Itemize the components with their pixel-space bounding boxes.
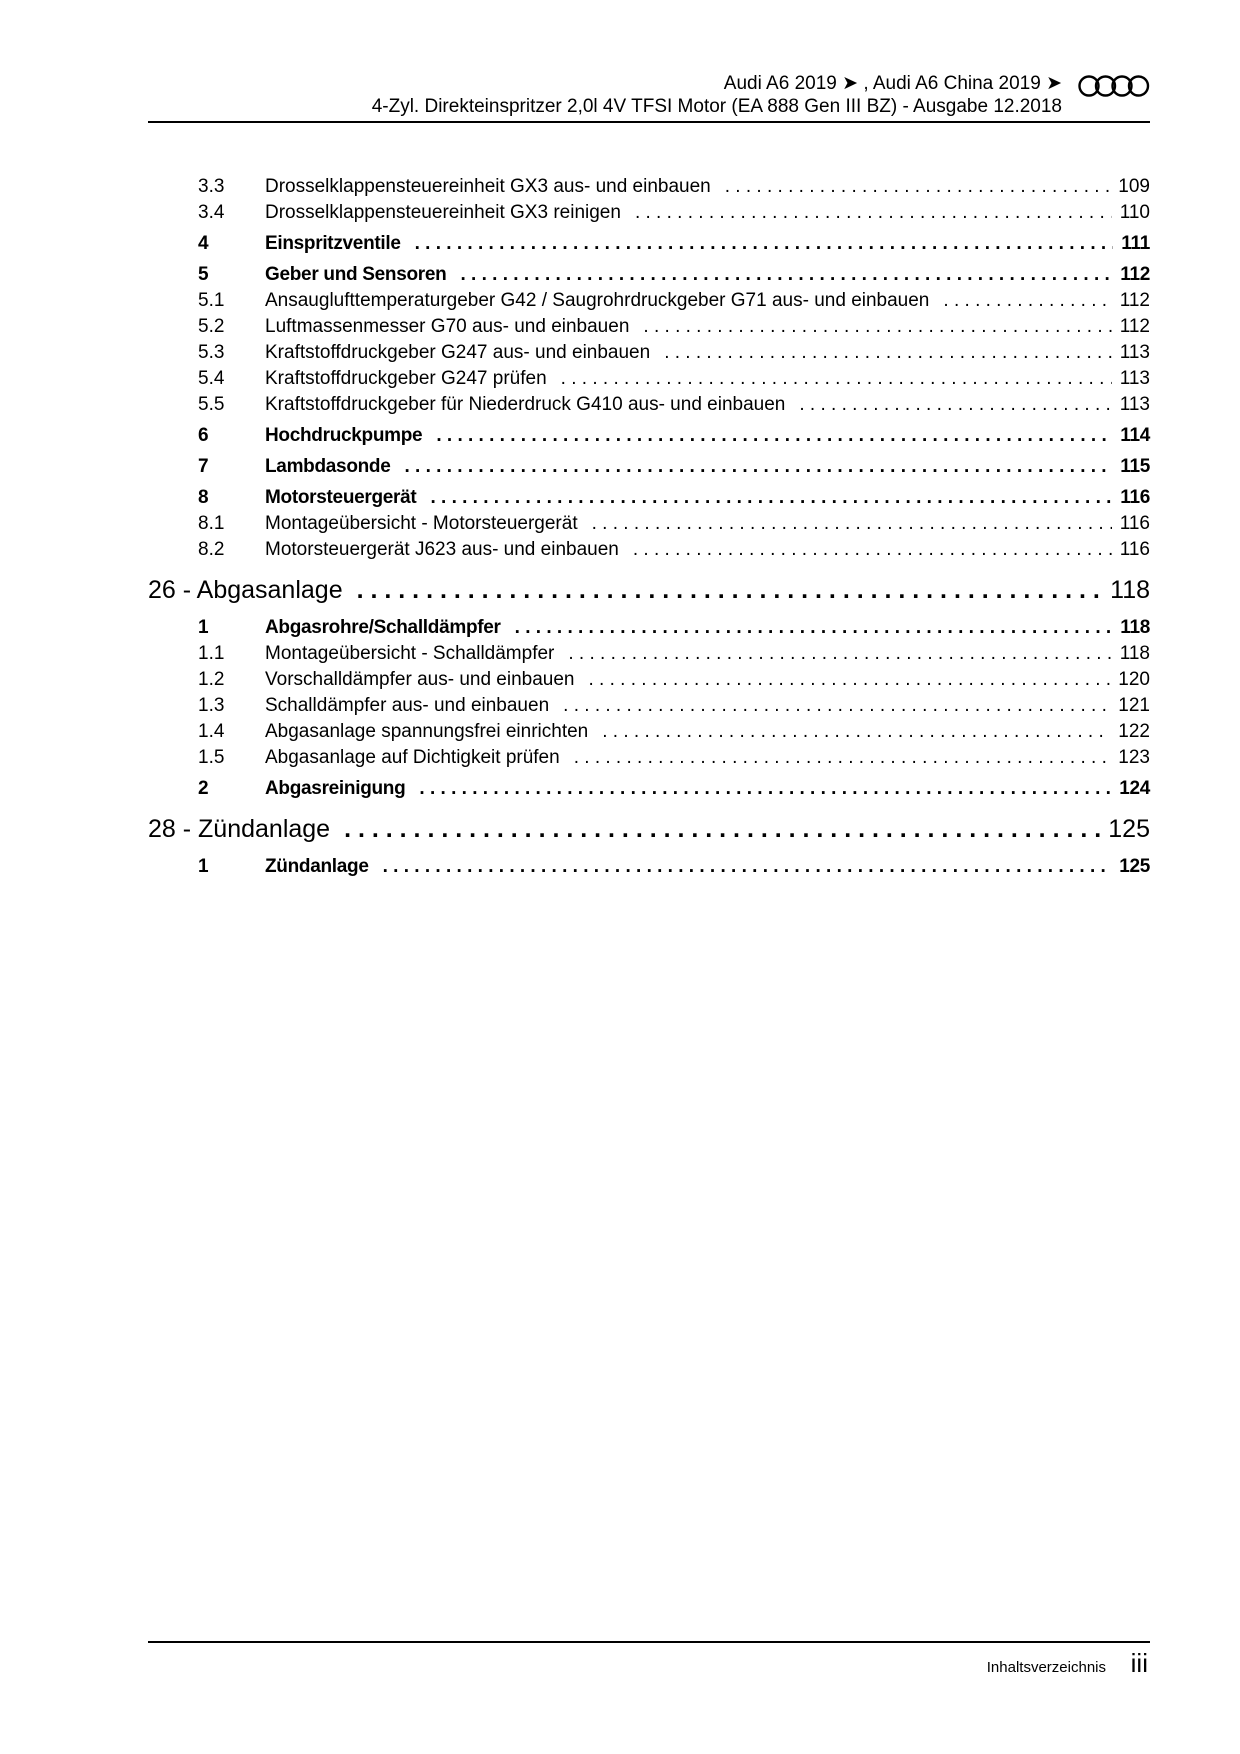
toc-entry-title: Montageübersicht - Motorsteuergerät xyxy=(265,513,578,534)
toc-dot-leader xyxy=(635,202,1112,224)
toc-entry-number: 8.2 xyxy=(198,539,225,560)
toc-entry-number: 6 xyxy=(198,425,209,446)
toc-entry-page: 124 xyxy=(1119,778,1150,799)
toc-entry-page: 116 xyxy=(1119,539,1150,560)
toc-chapter[interactable] xyxy=(148,815,1150,849)
toc-entry-page: 112 xyxy=(1119,316,1150,337)
toc-entry-page: 116 xyxy=(1119,513,1150,534)
toc-entry-number: 1.1 xyxy=(198,643,225,664)
toc-entry-title: Kraftstoffdruckgeber für Niederdruck G410 aus- und einbauen xyxy=(265,394,786,415)
toc-entry-title: Abgasreinigung xyxy=(265,778,406,799)
toc-entry-title: Abgasanlage spannungsfrei einrichten xyxy=(265,721,589,742)
toc-section[interactable] xyxy=(198,487,1150,513)
toc-dot-leader xyxy=(436,425,1112,447)
toc-entry-page: 116 xyxy=(1120,487,1150,508)
toc-section[interactable] xyxy=(198,456,1150,482)
toc-entry-page: 111 xyxy=(1121,233,1150,254)
toc-chapter-page: 118 xyxy=(1110,576,1150,604)
toc-entry-number: 5 xyxy=(198,264,209,285)
toc-entry-title: Zündanlage xyxy=(265,856,369,877)
toc-entry[interactable] xyxy=(198,316,1150,342)
toc-entry-number: 1.5 xyxy=(198,747,225,768)
footer-divider xyxy=(148,1641,1150,1643)
toc-dot-leader xyxy=(725,176,1111,198)
toc-entry-title: Drosselklappensteuereinheit GX3 aus- und einbauen xyxy=(265,176,711,197)
toc-entry-title: Schalldämpfer aus- und einbauen xyxy=(265,695,550,716)
toc-entry-number: 4 xyxy=(198,233,209,254)
toc-entry[interactable] xyxy=(198,539,1150,565)
toc-entry-number: 3.4 xyxy=(198,202,225,223)
toc-dot-leader xyxy=(799,394,1111,416)
toc-entry[interactable] xyxy=(198,176,1150,202)
toc-entry-title: Drosselklappensteuereinheit GX3 reinigen xyxy=(265,202,621,223)
toc-dot-leader xyxy=(664,342,1112,364)
toc-entry[interactable] xyxy=(198,669,1150,695)
toc-entry-page: 125 xyxy=(1119,856,1150,877)
toc-entry-number: 7 xyxy=(198,456,209,477)
toc-entry[interactable] xyxy=(198,721,1150,747)
toc-section[interactable] xyxy=(198,233,1150,259)
toc-entry-number: 8.1 xyxy=(198,513,225,534)
toc-entry-title: Abgasrohre/Schalldämpfer xyxy=(265,617,501,638)
toc-entry-number: 5.4 xyxy=(198,368,225,389)
footer-page-number: iii xyxy=(1130,1648,1148,1678)
toc-entry-title: Geber und Sensoren xyxy=(265,264,447,285)
toc-entry-number: 2 xyxy=(198,778,209,799)
toc-dot-leader xyxy=(943,290,1111,312)
toc-entry-title: Montageübersicht - Schalldämpfer xyxy=(265,643,555,664)
toc-entry-number: 5.3 xyxy=(198,342,225,363)
toc-entry-page: 113 xyxy=(1119,368,1150,389)
toc-entry-page: 121 xyxy=(1118,695,1150,716)
toc-dot-leader xyxy=(460,264,1112,286)
audi-rings-logo xyxy=(1078,74,1150,98)
toc-entry-number: 3.3 xyxy=(198,176,225,197)
toc-entry-title: Abgasanlage auf Dichtigkeit prüfen xyxy=(265,747,560,768)
toc-entry-number: 5.1 xyxy=(198,290,225,311)
toc-entry-page: 114 xyxy=(1120,425,1150,446)
toc-entry-number: 1 xyxy=(198,617,209,638)
toc-chapter-title: 26 - Abgasanlage xyxy=(148,576,343,604)
toc-section[interactable] xyxy=(198,856,1150,882)
toc-dot-leader xyxy=(633,539,1112,561)
toc-dot-leader xyxy=(561,368,1112,390)
toc-entry[interactable] xyxy=(198,695,1150,721)
toc-dot-leader xyxy=(383,856,1112,878)
toc-dot-leader xyxy=(419,778,1111,800)
toc-entry-page: 113 xyxy=(1119,394,1150,415)
header-vehicle-line: Audi A6 2019 ➤ , Audi A6 China 2019 ➤ xyxy=(723,73,1062,94)
toc-entry-page: 115 xyxy=(1120,456,1150,477)
toc-entry[interactable] xyxy=(198,368,1150,394)
toc-entry-title: Hochdruckpumpe xyxy=(265,425,423,446)
toc-dot-leader xyxy=(430,487,1112,509)
toc-entry-page: 118 xyxy=(1120,617,1150,638)
toc-entry-number: 5.2 xyxy=(198,316,225,337)
toc-entry[interactable] xyxy=(198,513,1150,539)
toc-entry[interactable] xyxy=(198,202,1150,228)
toc-section[interactable] xyxy=(198,617,1150,643)
toc-entry-page: 118 xyxy=(1119,643,1150,664)
toc-entry-page: 112 xyxy=(1119,290,1150,311)
toc-entry-page: 109 xyxy=(1118,176,1150,197)
toc-dot-leader xyxy=(357,576,1103,605)
toc-dot-leader xyxy=(602,721,1110,743)
toc-entry-title: Luftmassenmesser G70 aus- und einbauen xyxy=(265,316,630,337)
toc-entry-title: Kraftstoffdruckgeber G247 prüfen xyxy=(265,368,547,389)
toc-dot-leader xyxy=(563,695,1110,717)
toc-entry-page: 120 xyxy=(1118,669,1150,690)
toc-dot-leader xyxy=(568,643,1111,665)
toc-entry[interactable] xyxy=(198,342,1150,368)
toc-entry-page: 122 xyxy=(1118,721,1150,742)
toc-entry-title: Kraftstoffdruckgeber G247 aus- und einbauen xyxy=(265,342,651,363)
toc-entry-number: 1.3 xyxy=(198,695,225,716)
toc-entry[interactable] xyxy=(198,394,1150,420)
toc-chapter-page: 125 xyxy=(1108,815,1150,843)
toc-dot-leader xyxy=(515,617,1113,639)
toc-chapter[interactable] xyxy=(148,576,1150,610)
toc-chapter-title: 28 - Zündanlage xyxy=(148,815,331,843)
toc-dot-leader xyxy=(643,316,1111,338)
toc-dot-leader xyxy=(405,456,1113,478)
toc-entry-title: Ansauglufttemperaturgeber G42 / Saugrohrdruckgeber G71 aus- und einbauen xyxy=(265,290,930,311)
toc-dot-leader xyxy=(344,815,1100,844)
header-divider xyxy=(148,121,1150,123)
toc-entry-title: Motorsteuergerät xyxy=(265,487,417,508)
toc-entry-page: 112 xyxy=(1120,264,1150,285)
toc-section[interactable] xyxy=(198,425,1150,451)
toc-entry-title: Motorsteuergerät J623 aus- und einbauen xyxy=(265,539,619,560)
toc-entry-number: 1 xyxy=(198,856,209,877)
toc-entry-page: 110 xyxy=(1119,202,1150,223)
toc-entry-title: Einspritzventile xyxy=(265,233,401,254)
toc-entry[interactable] xyxy=(198,747,1150,773)
toc-entry-number: 5.5 xyxy=(198,394,225,415)
toc-section[interactable] xyxy=(198,778,1150,804)
toc-entry[interactable] xyxy=(198,643,1150,669)
toc-section[interactable] xyxy=(198,264,1150,290)
toc-entry-number: 1.4 xyxy=(198,721,225,742)
toc-dot-leader xyxy=(588,669,1110,691)
footer-section-label: Inhaltsverzeichnis xyxy=(986,1659,1106,1676)
toc-entry-page: 123 xyxy=(1118,747,1150,768)
toc-dot-leader xyxy=(592,513,1112,535)
toc-entry[interactable] xyxy=(198,290,1150,316)
header-engine-line: 4-Zyl. Direkteinspritzer 2,0l 4V TFSI Motor (EA 888 Gen III BZ) - Ausgabe 12.2018 xyxy=(371,96,1062,117)
toc-entry-title: Lambdasonde xyxy=(265,456,391,477)
toc-entry-number: 1.2 xyxy=(198,669,225,690)
toc-dot-leader xyxy=(415,233,1114,255)
toc-entry-title: Vorschalldämpfer aus- und einbauen xyxy=(265,669,575,690)
toc-entry-page: 113 xyxy=(1119,342,1150,363)
toc-dot-leader xyxy=(574,747,1111,769)
toc-entry-number: 8 xyxy=(198,487,209,508)
